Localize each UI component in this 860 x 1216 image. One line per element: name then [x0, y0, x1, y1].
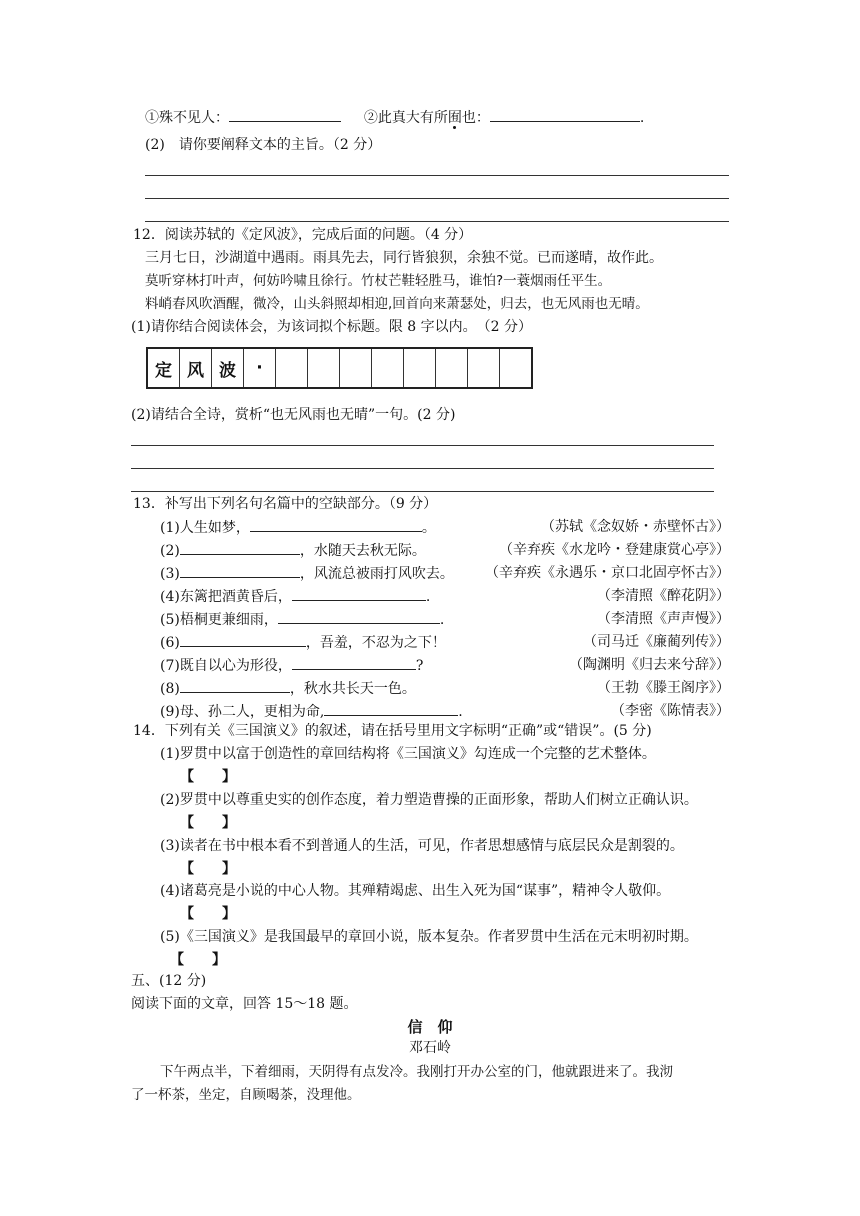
q13-source-5: （李清照《声声慢》）	[597, 611, 730, 627]
answer-blank[interactable]	[180, 678, 290, 693]
title-grid[interactable]	[146, 347, 533, 389]
q13-heading: 13．补写出下列名句名篇中的空缺部分。（9 分）	[133, 496, 438, 512]
article-title: 信 仰	[407, 1018, 453, 1036]
answer-bracket[interactable]: 【 】	[180, 769, 236, 785]
q13-source-2: （辛弃疾《水龙吟・登建康赏心亭》）	[499, 542, 730, 558]
answer-blank[interactable]	[180, 563, 300, 578]
answer-blank[interactable]	[180, 540, 300, 555]
q13-item-4: (4)东篱把酒黄昏后， .	[160, 586, 430, 607]
q13-item-1: (1)人生如梦， 。	[160, 517, 436, 538]
grid-cell: 波	[212, 349, 244, 387]
q12-preface: 三月七日，沙湖道中遇雨。雨具先去，同行皆狼狈，余独不觉。已而遂晴，故作此。	[145, 250, 663, 266]
grid-cell[interactable]	[340, 349, 372, 387]
grid-cell[interactable]	[372, 349, 404, 387]
answer-blank[interactable]	[292, 655, 416, 670]
q12-poem-line-2: 料峭春风吹酒醒，微冷，山头斜照却相迎,回首向来萧瑟处，归去，也无风雨也无晴。	[145, 296, 649, 312]
answer-bracket[interactable]: 【 】	[180, 861, 236, 877]
answer-blank[interactable]	[180, 632, 306, 647]
q11-sub1-b-dot-char: 囿	[447, 110, 462, 126]
grid-cell[interactable]	[436, 349, 468, 387]
article-paragraph-line-1: 下午两点半，下着细雨，天阴得有点发冷。我刚打开办公室的门，他就跟进来了。我沏	[160, 1064, 673, 1080]
q13-item-6: (6) ，吾羞，不忍为之下！	[160, 632, 446, 653]
q11-sub1-a: ①殊不见人：	[145, 110, 229, 126]
answer-line[interactable]	[145, 198, 729, 199]
q14-item-2: (2)罗贯中以尊重史实的创作态度，着力塑造曹操的正面形象，帮助人们树立正确认识。	[160, 792, 698, 808]
period: .	[639, 110, 645, 126]
q13-item-3: (3) ，风流总被雨打风吹去。	[160, 563, 454, 584]
q13-source-7: （陶渊明《归去来兮辞》）	[569, 657, 730, 673]
q13-item-7: (7)既自以心为形役， ?	[160, 655, 423, 676]
grid-cell[interactable]	[308, 349, 340, 387]
grid-cell: ·	[244, 349, 276, 387]
q13-item-8: (8) ，秋水共长天一色。	[160, 678, 416, 699]
q13-source-8: （王勃《滕王阁序》）	[597, 680, 730, 696]
grid-cell: 风	[180, 349, 212, 387]
answer-blank[interactable]	[250, 517, 422, 532]
grid-cell[interactable]	[276, 349, 308, 387]
section-5-heading: 五、(12 分)	[131, 973, 207, 989]
answer-blank[interactable]	[278, 609, 440, 624]
answer-line[interactable]	[131, 491, 714, 492]
q12-sub2: (2)请结合全诗，赏析“也无风雨也无晴”一句。(2 分)	[131, 407, 456, 423]
q11-sub1-line	[145, 107, 644, 128]
q12-poem-line-1: 莫听穿林打叶声，何妨吟啸且徐行。竹杖芒鞋轻胜马，谁怕?一蓑烟雨任平生。	[145, 273, 612, 289]
article-paragraph-line-2: 了一杯茶，坐定，自顾喝茶，没理他。	[131, 1087, 361, 1103]
q13-item-9: (9)母、孙二人，更相为命, .	[160, 701, 463, 722]
q14-item-1: (1)罗贯中以富于创造性的章回结构将《三国演义》勾连成一个完整的艺术整体。	[160, 746, 656, 762]
q13-source-3: （辛弃疾《永遇乐・京口北固亭怀古》）	[485, 565, 730, 581]
answer-line[interactable]	[145, 175, 729, 176]
answer-line[interactable]	[131, 445, 714, 446]
grid-cell[interactable]	[468, 349, 500, 387]
q13-source-4: （李清照《醉花阴》）	[597, 588, 730, 604]
q14-heading: 14．下列有关《三国演义》的叙述，请在括号里用文字标明“正确”或“错误”。(5 分)	[133, 723, 652, 739]
answer-bracket[interactable]: 【 】	[180, 906, 236, 922]
q13-item-2: (2) ，水随天去秋无际。	[160, 540, 426, 561]
q13-source-6: （司马迁《廉蔺列传》）	[583, 634, 730, 650]
q11-sub1-b-end: 也：	[461, 110, 490, 126]
answer-blank[interactable]	[490, 107, 640, 122]
answer-line[interactable]	[131, 468, 714, 469]
q11-sub1-b: ②此真大有所	[363, 110, 448, 126]
grid-cell: 定	[148, 349, 180, 387]
answer-blank[interactable]	[292, 586, 426, 601]
answer-bracket[interactable]: 【 】	[180, 815, 236, 831]
answer-blank[interactable]	[229, 107, 341, 122]
q14-item-5: (5)《三国演义》是我国最早的章回小说，版本复杂。作者罗贯中生活在元末明初时期。	[160, 929, 698, 945]
article-author: 邓石岭	[409, 1040, 451, 1056]
q14-item-3: (3)读者在书中根本看不到普通人的生活，可见，作者思想感情与底层民众是割裂的。	[160, 838, 684, 854]
answer-line[interactable]	[145, 221, 729, 222]
q11-sub2: (2) 请你要阐释文本的主旨。（2 分）	[145, 137, 382, 153]
q13-source-1: （苏轼《念奴娇・赤壁怀古》）	[541, 519, 730, 535]
grid-cell[interactable]	[500, 349, 531, 387]
answer-blank[interactable]	[324, 701, 458, 716]
q12-sub1: (1)请你结合阅读体会，为该词拟个标题。限 8 字以内。 （2 分）	[131, 319, 532, 335]
answer-bracket[interactable]: 【 】	[170, 952, 226, 968]
q13-item-5: (5)梧桐更兼细雨， .	[160, 609, 444, 630]
grid-cell[interactable]	[404, 349, 436, 387]
q12-heading: 12．阅读苏轼的《定风波》，完成后面的问题。（4 分）	[133, 227, 473, 243]
q13-source-9: （李密《陈情表》）	[611, 703, 730, 719]
section-5-intro: 阅读下面的文章，回答 15～18 题。	[131, 996, 358, 1012]
q14-item-4: (4)诸葛亮是小说的中心人物。其殚精竭虑、出生入死为国“谋事”，精神令人敬仰。	[160, 883, 671, 899]
